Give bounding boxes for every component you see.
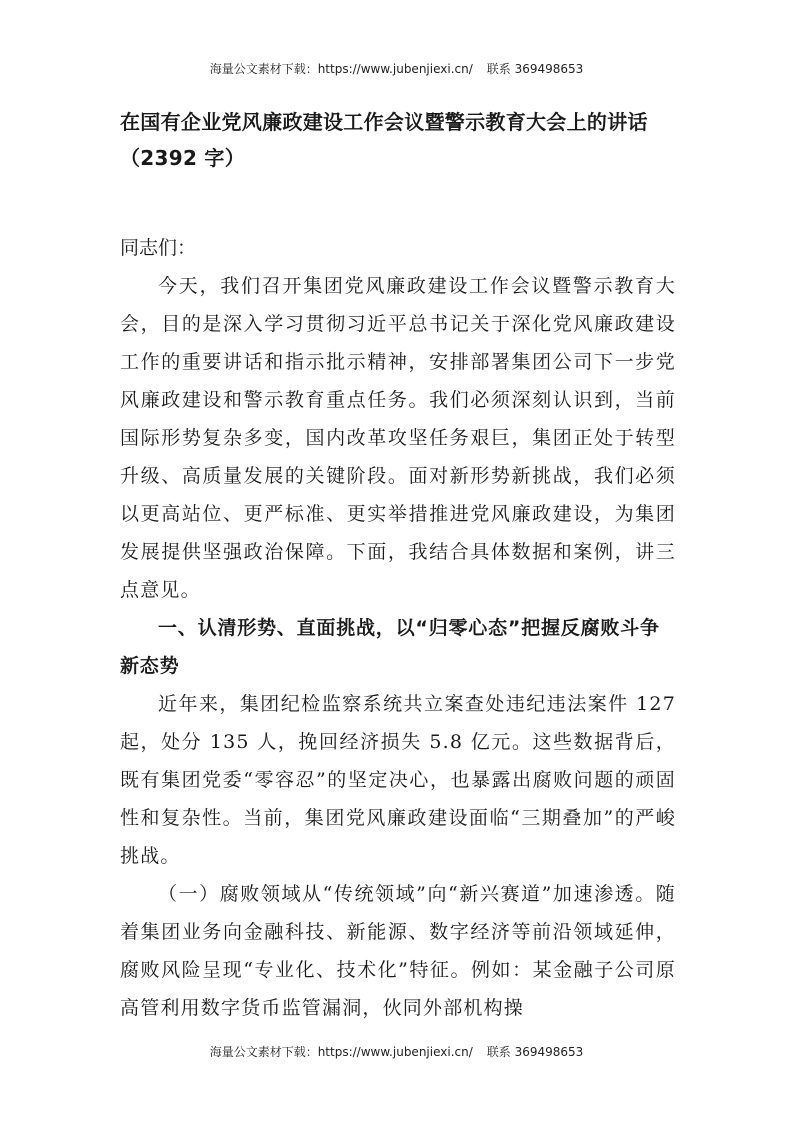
page-footer (0, 1043, 793, 1060)
section-1-heading: 一、认清形势、直面挑战，以“归零心态”把握反腐败斗争新态势 (120, 617, 660, 677)
document-title: 在国有企业党风廉政建设工作会议暨警示教育大会上的讲话（2392 字） (120, 110, 648, 170)
salutation: 同志们： (120, 237, 197, 259)
section-1-subpoint-1-paragraph: （一）腐败领域从“传统领域”向“新兴赛道”加速渗透。随着集团业务向金融科技、新能源、数字经济等前沿领域延伸，腐败风险呈现“专业化、技术化”特征。例如：某金融子公司原高管利用数字货币监管漏洞，伙同外部机构操 (120, 883, 676, 1019)
section-1-paragraph: 近年来，集团纪检监察系统共立案查处违纪违法案件 127 起，处分 135 人，挽回经济损失 5.8 亿元。这些数据背后，既有集团党委“零容忍”的坚定决心，也暴露出腐败问题的顽固性和复杂性。当前，集团党风廉政建设面临“三期叠加”的严峻挑战。 (120, 693, 676, 867)
footer-source-text: 海量公文素材下载：https://www.jubenjiexi.cn/ (209, 1045, 473, 1059)
header-source-text: 海量公文素材下载：https://www.jubenjiexi.cn/ (209, 62, 473, 76)
page-header (0, 60, 793, 77)
document-body (120, 104, 676, 1027)
intro-paragraph: 今天，我们召开集团党风廉政建设工作会议暨警示教育大会，目的是深入学习贯彻习近平总书记关于深化党风廉政建设工作的重要讲话和指示批示精神，安排部署集团公司下一步党风廉政建设和警示教育重点任务。我们必须深刻认识到，当前国际形势复杂多变，国内改革攻坚任务艰巨，集团正处于转型升级、高质量发展的关键阶段。面对新形势新挑战，我们必须以更高站位、更严标准、更实举措推进党风廉政建设，为集团发展提供坚强政治保障。下面，我结合具体数据和案例，讲三点意见。 (120, 275, 676, 601)
header-contact-text: 联系 369498653 (486, 62, 584, 76)
footer-contact-text: 联系 369498653 (486, 1045, 584, 1059)
